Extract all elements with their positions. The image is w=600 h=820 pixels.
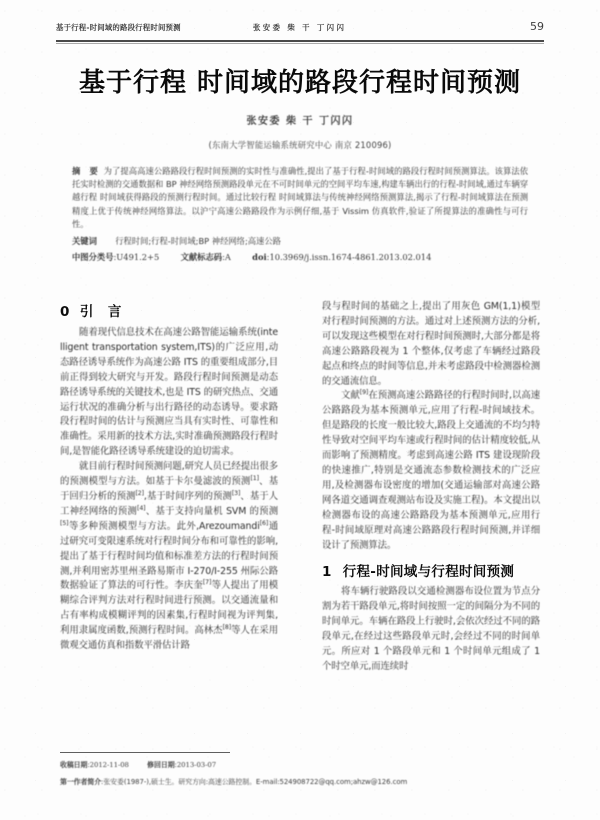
header-rule: [56, 40, 544, 42]
document-code-value: A: [224, 251, 231, 262]
section-heading-intro: [60, 300, 278, 320]
revised-date-value: 2013-03-07: [176, 761, 217, 769]
clc-value: U491.2+5: [116, 251, 160, 262]
section-heading-1: [322, 560, 540, 580]
keywords-text: 行程时间;行程-时间域;BP 神经网络;高速公路: [115, 235, 281, 246]
left-column: [60, 300, 278, 654]
received-date-value: 2012-11-08: [89, 761, 129, 769]
classification-line: 中图分类号:U491.2+5 文献标志码:A doi:10.3969/j.issn.1674-4861.2013.02.014: [72, 251, 432, 262]
revised-date-label: 修回日期: [147, 761, 175, 769]
paragraph: 将车辆行驶路段以交通检测器布设位置为节点分割为若干路段单元,将时间按照一定的间隔分为不同的时间单元。车辆在路段上行驶时,会依次经过不同的路段单元,在经过这些路段单元时,会经过不同的时间单元。所应对 1 个路段单元和 1 个时间单元组成了 1 个时空单元,而连续时: [322, 586, 540, 672]
abstract-block: [72, 165, 528, 264]
clc-label: 中图分类号: [72, 251, 114, 262]
abstract-paragraph: [72, 165, 528, 231]
doi-value: 10.3969/j.issn.1674-4861.2013.02.014: [269, 251, 432, 262]
abstract-text: 为了提高高速公路路段行程时间预测的实时性与准确性,提出了基于行程-时间域的路段行程时间预测算法。该算法依托实时检测的交通数据和 BP 神经网络预测路段单元在不可时间单元的空间平均车速,构建车辆出行的行程-时间域,通过车辆穿越行程 时间域获得路段的预测行程时间。通过比较行程 时间域算法与传统神经网络预测算法,揭示了行程-时间域算法在预测精度上优于传统神经网络算法。以沪宁高速公路路段作为示例仔细,基于 Vissim 仿真软件,验证了所提算法的准确性与可行性。: [72, 166, 528, 229]
section-title-0: 引 言: [79, 304, 122, 320]
paragraph: 随着现代信息技术在高速公路智能运输系统(intelligent transportation system,ITS)的广泛应用,动态路径诱导系统作为高速公路 ITS 的重要组成部分,目前正得到较大研究与开发。路段行程时间预测是动态路径诱导系统的关键技术,也是 ITS 的研究热点、交通运行状况的准确分析与出行路径的动态诱导。要求路段行程时间的估计与预测应当具有实时性、可靠性和准确性。采用新的技术方法,实时准确预测路段行程时间,是智能化路径诱导系统建设的迫切需求。: [60, 327, 278, 458]
page-title: 基于行程 时间域的路段行程时间预测: [78, 68, 522, 98]
section-number-0: 0: [60, 304, 70, 320]
paragraph: 段与程时间的基础之上,提出了用灰色 GM(1,1)模型对行程时间预测的方法。通过对上述预测方法的分析,可以发现这些模型在对行程时间预测时,大部分都是将高速公路路段视为 1 个整体,仅考虑了车辆经过路段起点和终点的时间等信息,并未考虑路段中检测器检测的交通流信息。: [322, 301, 540, 387]
author-bio-label: 第一作者简介: [60, 778, 102, 786]
right-column: [322, 300, 540, 675]
running-header-title: 基于行程-时间域的路段行程时间预测: [56, 23, 181, 32]
author-list: 张安委 柴 干 丁闪闪: [246, 116, 354, 127]
keywords-label: 关键词: [72, 235, 97, 246]
received-date-label: 收稿日期: [60, 761, 88, 769]
header-rule-thin: [56, 43, 544, 44]
author-bio-value: 张安委(1987-),硕士生。研究方向:高速公路控制。E-mail:524908722@qq.com;ahzw@126.com: [103, 778, 408, 786]
document-code-label: 文献标志码: [180, 251, 223, 262]
running-header-authors: 张安委 柴 干 丁闪闪: [253, 23, 347, 32]
doi-label: doi: [252, 251, 267, 262]
section-number-1: 1: [322, 564, 332, 581]
running-header: [56, 22, 544, 38]
footnote-rule: [60, 752, 230, 753]
abstract-label: 摘 要: [72, 166, 101, 176]
paragraph: 就目前行程时间预测问题,研究人员已经提出很多的预测模型与方法。如基于卡尔曼滤波的预测[1]、基于回归分析的预测[2],基于时间序列的预测[3]、基于人工神经网络的预测[4]、基于支持向量机 SVM 的预测[5]等多种预测模型与方法。此外,Arezoumandi[6]通过研究可变限速系统对行程时间分布和可靠性的影响,提出了基于行程时间均值和标准差方法的行程时间预测,并利用密苏里州圣路易斯市 I-270/I-255 州际公路数据验证了算法的可行性。李庆奎[7]等人提出了用模糊综合评判方法对行程时间进行预测。以交通流量和占有率构成模糊评判的因素集,行程时间视为评判集,利用隶属度函数,预测行程时间。高林杰[8]等人在采用微观交通仿真和指数平滑估计路: [60, 461, 278, 652]
paragraph: 文献[9]在预测高速公路路径的行程时间时,以高速公路路段为基本预测单元,应用了行程-时间域技术。但是路段的长度一般比较大,路段上交通流的不均匀特性导致对空间平均车速或行程时间的估计精度较低,从而影响了预测精度。考虑到高速公路 ITS 建设现阶段的快速推广,特别是交通流态参数检测技术的广泛应用,及检测器布设密度的增加(交通运输部对高速公路网各道交通调查观测站布设及实施工程)。本文提出以检测器布设的高速公路路段为基本预测单元,应用行程-时间域原理对高速公路路段行程时间预测,并详细设计了预测算法。: [322, 389, 540, 551]
footnote-author-bio: 第一作者简介:张安委(1987-),硕士生。研究方向:高速公路控制。E-mail:524908722@qq.com;ahzw@126.com: [60, 778, 408, 786]
section-title-1: 行程-时间域与行程时间预测: [342, 564, 515, 581]
footnote-dates: 收稿日期:2012-11-08 修回日期:2013-03-07: [60, 761, 217, 769]
affiliation: (东南大学智能运输系统研究中心 南京 210096): [208, 140, 392, 150]
keywords-line: [72, 235, 528, 248]
page-number: 59: [530, 20, 544, 33]
